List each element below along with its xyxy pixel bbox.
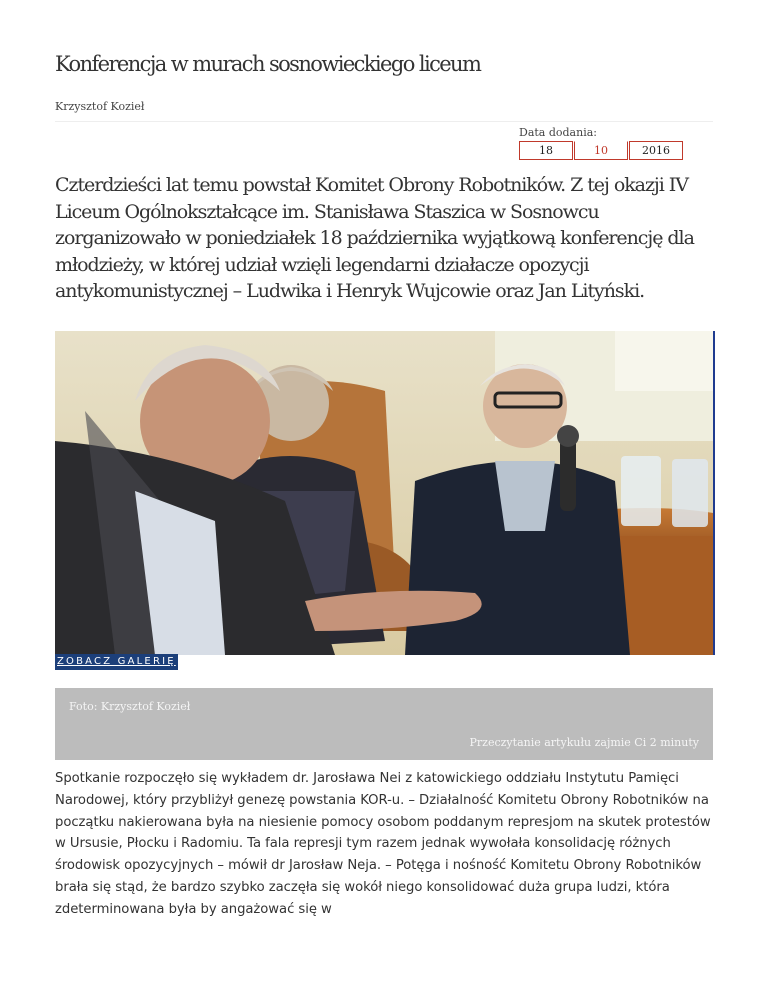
article-body: Spotkanie rozpoczęło się wykładem dr. Jarosława Nei z katowickiego oddziału Instytutu Pamięci Narodowej, który przybliżył genezę powstania KOR-u. – Działalność Komitetu Obrony Robotników na początku nakierowana była na niesienie pomocy osobom poddanym represjom na skutek protestów w Ursusie, Płocku i Radomiu. Ta fala represji tym razem jednak wywołała konsolidację różnych środowisk opozycyjnych – mówił dr Jarosław Neja. – Potęga i nośność Komitetu Obrony Robotników brała się stąd, że bardzo szybko zaczęła się wokół niego konsolidować duża grupa ludzi, która zdeterminowana była by angażować się w	[55, 771, 711, 917]
date-boxes	[519, 141, 683, 160]
article-photo[interactable]	[55, 331, 715, 655]
article-lead: Czterdzieści lat temu powstał Komitet Obrony Robotników. Z tej okazji IV Liceum Ogólnokształcące im. Stanisława Staszica w Sosnowcu zorganizowało w poniedziałek 18 października wyjątkową konferencję dla młodzieży, w której udział wzięli legendarni działacze opozycji antykomunistycznej – Ludwika i Henryk Wujcowie oraz Jan Lityński.	[55, 174, 694, 302]
date-block	[519, 125, 683, 160]
date-label: Data dodania:	[519, 126, 597, 139]
reading-time: Przeczytanie artykułu zajmie Ci 2 minuty	[469, 736, 699, 749]
article-title: Konferencja w murach sosnowieckiego liceum	[55, 52, 481, 76]
date-year: 2016	[629, 141, 683, 160]
photo-credit: Foto: Krzysztof Kozieł	[69, 700, 191, 713]
photo-caption-bar	[55, 688, 713, 760]
author-name: Krzysztof Kozieł	[55, 100, 145, 113]
gallery-link[interactable]: ZOBACZ GALERIĘ	[55, 654, 178, 670]
date-day: 18	[519, 141, 573, 160]
date-month: 10	[574, 141, 628, 160]
photo-illustration	[55, 331, 713, 655]
divider	[55, 121, 713, 122]
